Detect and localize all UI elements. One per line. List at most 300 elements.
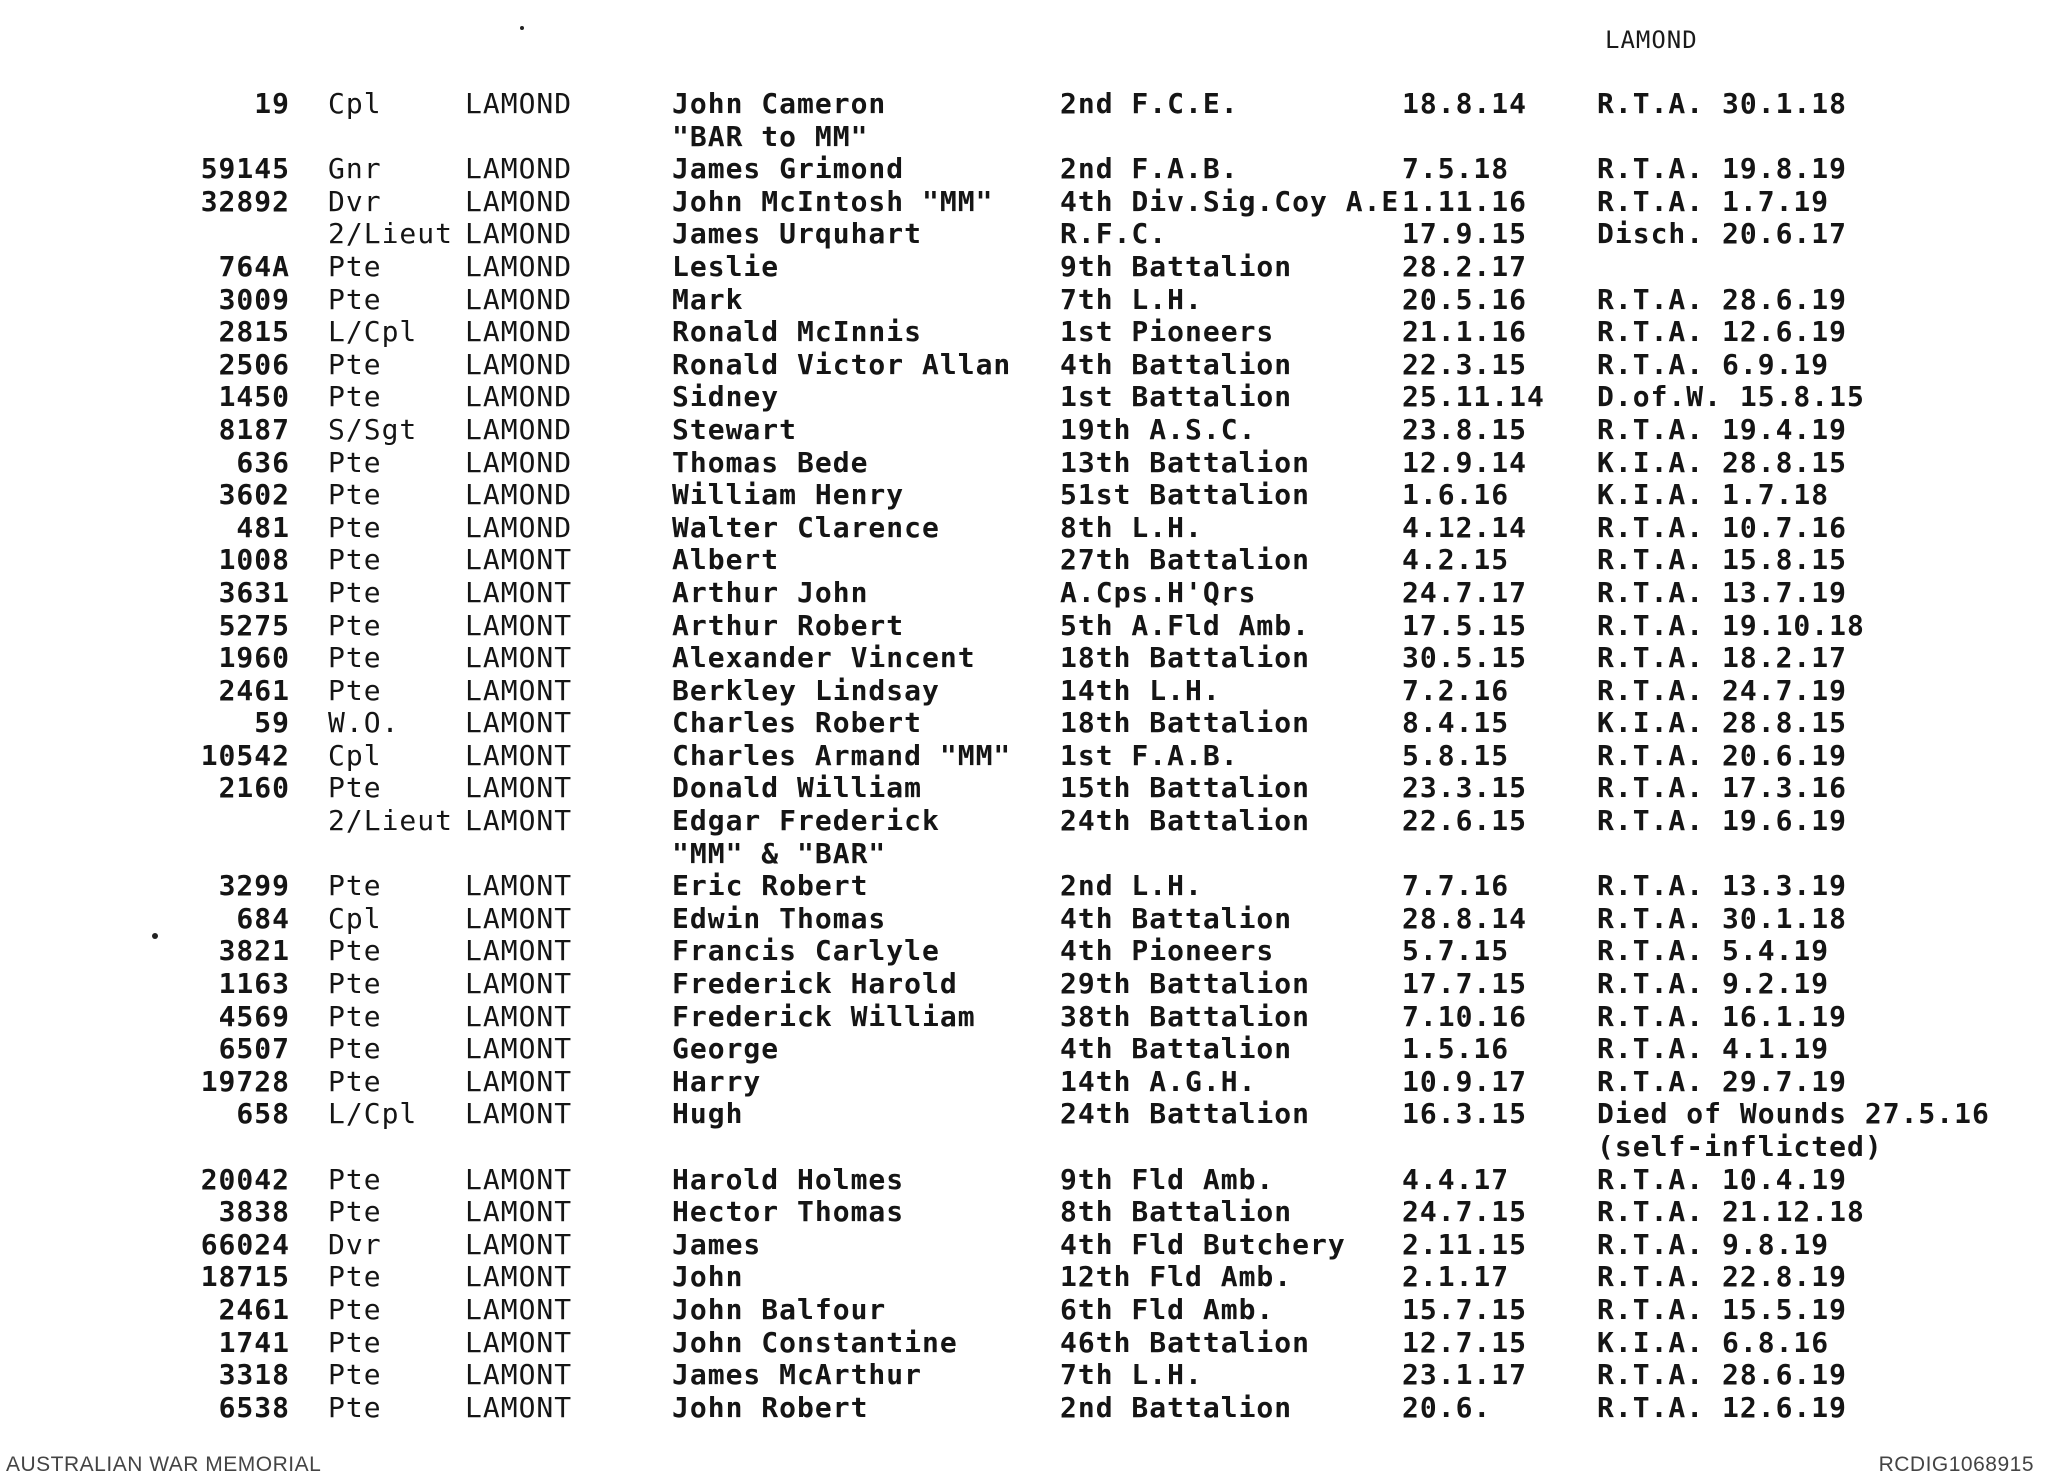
given-names: John xyxy=(672,1260,744,1294)
service-number: 1960 xyxy=(218,641,290,675)
given-names: Thomas Bede xyxy=(672,445,869,479)
unit: 4th Fld Butchery xyxy=(1060,1227,1346,1261)
rank: L/Cpl xyxy=(328,1097,418,1131)
surname: LAMONT xyxy=(465,1390,573,1424)
surname: LAMONT xyxy=(465,1358,573,1392)
enlistment-date: 7.10.16 xyxy=(1402,999,1528,1033)
fate: R.T.A. 19.10.18 xyxy=(1597,608,1865,642)
surname: LAMOND xyxy=(465,315,573,349)
fate: R.T.A. 30.1.18 xyxy=(1597,901,1848,935)
unit: 51st Battalion xyxy=(1060,478,1311,512)
surname: LAMONT xyxy=(465,967,573,1001)
unit: A.Cps.H'Qrs xyxy=(1060,575,1257,609)
service-number: 1008 xyxy=(218,543,290,577)
fate: K.I.A. 1.7.18 xyxy=(1597,478,1830,512)
given-names: John Balfour xyxy=(672,1292,887,1326)
rank: Pte xyxy=(328,1292,382,1326)
given-names: Ronald McInnis xyxy=(672,315,923,349)
service-number: 3631 xyxy=(218,575,290,609)
roll-row xyxy=(0,1033,2048,1066)
unit: 18th Battalion xyxy=(1060,706,1311,740)
unit: 46th Battalion xyxy=(1060,1325,1311,1359)
given-names: James Grimond xyxy=(672,152,905,186)
fate: R.T.A. 19.4.19 xyxy=(1597,412,1848,446)
enlistment-date: 4.12.14 xyxy=(1402,510,1528,544)
unit: 4th Div.Sig.Coy A.E xyxy=(1060,184,1400,218)
unit: 4th Battalion xyxy=(1060,901,1293,935)
fate: R.T.A. 19.8.19 xyxy=(1597,152,1848,186)
given-names: Alexander Vincent xyxy=(672,641,976,675)
enlistment-date: 16.3.15 xyxy=(1402,1097,1528,1131)
roll-row xyxy=(0,772,2048,805)
fate: R.T.A. 16.1.19 xyxy=(1597,999,1848,1033)
unit: 2nd F.A.B. xyxy=(1060,152,1239,186)
surname: LAMOND xyxy=(465,249,573,283)
enlistment-date: 10.9.17 xyxy=(1402,1064,1528,1098)
given-names: Mark xyxy=(672,282,744,316)
enlistment-date: 22.3.15 xyxy=(1402,347,1528,381)
given-names: John Constantine xyxy=(672,1325,958,1359)
service-number: 3602 xyxy=(218,478,290,512)
surname: LAMOND xyxy=(465,184,573,218)
given-names: Edgar Frederick xyxy=(672,804,940,838)
given-names: Frederick Harold xyxy=(672,967,958,1001)
service-number: 5275 xyxy=(218,608,290,642)
enlistment-date: 25.11.14 xyxy=(1402,380,1545,414)
surname: LAMOND xyxy=(465,478,573,512)
enlistment-date: 4.2.15 xyxy=(1402,543,1510,577)
unit: 1st Pioneers xyxy=(1060,315,1275,349)
rank: L/Cpl xyxy=(328,315,418,349)
service-number: 3821 xyxy=(218,934,290,968)
enlistment-date: 1.5.16 xyxy=(1402,1032,1510,1066)
surname: LAMONT xyxy=(465,804,573,838)
fate: R.T.A. 28.6.19 xyxy=(1597,282,1848,316)
given-names: George xyxy=(672,1032,780,1066)
roll-row xyxy=(0,414,2048,447)
enlistment-date: 12.7.15 xyxy=(1402,1325,1528,1359)
enlistment-date: 24.7.17 xyxy=(1402,575,1528,609)
enlistment-date: 20.5.16 xyxy=(1402,282,1528,316)
service-number: 2506 xyxy=(218,347,290,381)
unit: 2nd L.H. xyxy=(1060,869,1203,903)
roll-row xyxy=(0,349,2048,382)
rank: Pte xyxy=(328,1162,382,1196)
enlistment-date: 23.8.15 xyxy=(1402,412,1528,446)
unit: 1st Battalion xyxy=(1060,380,1293,414)
service-number: 18715 xyxy=(200,1260,290,1294)
archive-credit: AUSTRALIAN WAR MEMORIAL xyxy=(6,1453,322,1476)
fate: R.T.A. 12.6.19 xyxy=(1597,1390,1848,1424)
roll-row xyxy=(0,1261,2048,1294)
roll-row xyxy=(0,447,2048,480)
rank: Dvr xyxy=(328,184,382,218)
surname: LAMOND xyxy=(465,347,573,381)
rank: Pte xyxy=(328,543,382,577)
rank: Pte xyxy=(328,478,382,512)
unit: 7th L.H. xyxy=(1060,1358,1203,1392)
enlistment-date: 7.2.16 xyxy=(1402,673,1510,707)
rank: Cpl xyxy=(328,738,382,772)
unit: 24th Battalion xyxy=(1060,804,1311,838)
unit: 9th Battalion xyxy=(1060,249,1293,283)
unit: 2nd Battalion xyxy=(1060,1390,1293,1424)
given-names: Sidney xyxy=(672,380,780,414)
service-number: 59 xyxy=(254,706,290,740)
service-number: 1163 xyxy=(218,967,290,1001)
roll-row xyxy=(0,1164,2048,1197)
surname: LAMONT xyxy=(465,1064,573,1098)
unit: 14th L.H. xyxy=(1060,673,1221,707)
fate: R.T.A. 1.7.19 xyxy=(1597,184,1830,218)
service-number: 684 xyxy=(236,901,290,935)
enlistment-date: 22.6.15 xyxy=(1402,804,1528,838)
surname: LAMONT xyxy=(465,1195,573,1229)
service-number: 636 xyxy=(236,445,290,479)
fate: R.T.A. 9.2.19 xyxy=(1597,967,1830,1001)
enlistment-date: 20.6. xyxy=(1402,1390,1492,1424)
roll-row xyxy=(0,1001,2048,1034)
enlistment-date: 8.4.15 xyxy=(1402,706,1510,740)
roll-row xyxy=(0,1066,2048,1099)
enlistment-date: 28.2.17 xyxy=(1402,249,1528,283)
given-names: Charles Armand "MM" xyxy=(672,738,1012,772)
given-names: Walter Clarence xyxy=(672,510,940,544)
surname: LAMOND xyxy=(465,380,573,414)
rank: Pte xyxy=(328,869,382,903)
enlistment-date: 5.7.15 xyxy=(1402,934,1510,968)
enlistment-date: 2.1.17 xyxy=(1402,1260,1510,1294)
enlistment-date: 17.7.15 xyxy=(1402,967,1528,1001)
fate: R.T.A. 10.7.16 xyxy=(1597,510,1848,544)
rank: Pte xyxy=(328,771,382,805)
service-number: 481 xyxy=(236,510,290,544)
surname: LAMONT xyxy=(465,706,573,740)
enlistment-date: 1.11.16 xyxy=(1402,184,1528,218)
unit: 2nd F.C.E. xyxy=(1060,87,1239,120)
roll-row xyxy=(0,1392,2048,1425)
service-number: 1450 xyxy=(218,380,290,414)
roll-row xyxy=(0,121,2048,154)
given-names: Harold Holmes xyxy=(672,1162,905,1196)
rank: Pte xyxy=(328,510,382,544)
given-names: Arthur John xyxy=(672,575,869,609)
service-number: 2815 xyxy=(218,315,290,349)
unit: 29th Battalion xyxy=(1060,967,1311,1001)
unit: 14th A.G.H. xyxy=(1060,1064,1257,1098)
surname: LAMONT xyxy=(465,901,573,935)
roll-row xyxy=(0,740,2048,773)
enlistment-date: 7.5.18 xyxy=(1402,152,1510,186)
fate: K.I.A. 6.8.16 xyxy=(1597,1325,1830,1359)
enlistment-date: 17.9.15 xyxy=(1402,217,1528,251)
roll-row xyxy=(0,968,2048,1001)
surname: LAMONT xyxy=(465,575,573,609)
enlistment-date: 23.3.15 xyxy=(1402,771,1528,805)
rank: S/Sgt xyxy=(328,412,418,446)
fate: R.T.A. 30.1.18 xyxy=(1597,87,1848,120)
surname: LAMONT xyxy=(465,869,573,903)
rank: Cpl xyxy=(328,87,382,120)
surname: LAMONT xyxy=(465,738,573,772)
archive-reference: RCDIG1068915 xyxy=(1878,1453,2034,1476)
rank: Pte xyxy=(328,380,382,414)
unit: R.F.C. xyxy=(1060,217,1168,251)
roll-row xyxy=(0,153,2048,186)
service-number: 59145 xyxy=(200,152,290,186)
roll-row xyxy=(0,1131,2048,1164)
roll-row xyxy=(0,1359,2048,1392)
given-names: James xyxy=(672,1227,762,1261)
rank: Pte xyxy=(328,1260,382,1294)
roll-row xyxy=(0,284,2048,317)
given-names: Leslie xyxy=(672,249,780,283)
given-names: James McArthur xyxy=(672,1358,923,1392)
rank: Cpl xyxy=(328,901,382,935)
roll-row xyxy=(0,838,2048,871)
fate: R.T.A. 5.4.19 xyxy=(1597,934,1830,968)
given-names: William Henry xyxy=(672,478,905,512)
fate: R.T.A. 15.8.15 xyxy=(1597,543,1848,577)
service-number: 10542 xyxy=(200,738,290,772)
fate: R.T.A. 24.7.19 xyxy=(1597,673,1848,707)
service-number: 4569 xyxy=(218,999,290,1033)
rank: Pte xyxy=(328,1358,382,1392)
enlistment-date: 12.9.14 xyxy=(1402,445,1528,479)
service-number: 19 xyxy=(254,87,290,120)
given-names: Charles Robert xyxy=(672,706,923,740)
given-names: Donald William xyxy=(672,771,923,805)
fate: R.T.A. 29.7.19 xyxy=(1597,1064,1848,1098)
roll-row xyxy=(0,1327,2048,1360)
enlistment-date: 21.1.16 xyxy=(1402,315,1528,349)
fate: R.T.A. 10.4.19 xyxy=(1597,1162,1848,1196)
unit: 4th Battalion xyxy=(1060,347,1293,381)
given-names: Ronald Victor Allan xyxy=(672,347,1012,381)
surname: LAMONT xyxy=(465,1097,573,1131)
roll-row xyxy=(0,512,2048,545)
rank: Pte xyxy=(328,249,382,283)
unit: 38th Battalion xyxy=(1060,999,1311,1033)
unit: 5th A.Fld Amb. xyxy=(1060,608,1311,642)
surname: LAMONT xyxy=(465,1032,573,1066)
fate: R.T.A. 21.12.18 xyxy=(1597,1195,1865,1229)
given-names: Arthur Robert xyxy=(672,608,905,642)
given-names: James Urquhart xyxy=(672,217,923,251)
roll-row xyxy=(0,251,2048,284)
roll-row xyxy=(0,218,2048,251)
enlistment-date: 18.8.14 xyxy=(1402,87,1528,120)
given-names: John Cameron xyxy=(672,87,887,120)
roll-row xyxy=(0,805,2048,838)
surname: LAMONT xyxy=(465,1227,573,1261)
service-number: 66024 xyxy=(200,1227,290,1261)
rank: Pte xyxy=(328,673,382,707)
roll-row xyxy=(0,1098,2048,1131)
roll-row xyxy=(0,1196,2048,1229)
service-number: 2160 xyxy=(218,771,290,805)
roll-row xyxy=(0,381,2048,414)
rank: 2/Lieut xyxy=(328,804,454,838)
fate: Died of Wounds 27.5.16 xyxy=(1597,1097,1990,1131)
surname: LAMONT xyxy=(465,999,573,1033)
rank: Pte xyxy=(328,934,382,968)
rank: Pte xyxy=(328,608,382,642)
roll-row xyxy=(0,1294,2048,1327)
surname: LAMONT xyxy=(465,771,573,805)
service-number: 3838 xyxy=(218,1195,290,1229)
roll-row xyxy=(0,935,2048,968)
given-names: Albert xyxy=(672,543,780,577)
enlistment-date: 2.11.15 xyxy=(1402,1227,1528,1261)
fate: R.T.A. 13.3.19 xyxy=(1597,869,1848,903)
rank: Gnr xyxy=(328,152,382,186)
given-names: Eric Robert xyxy=(672,869,869,903)
rank: Pte xyxy=(328,1390,382,1424)
fate: R.T.A. 15.5.19 xyxy=(1597,1292,1848,1326)
fate: R.T.A. 4.1.19 xyxy=(1597,1032,1830,1066)
roll-row xyxy=(0,870,2048,903)
roll-row xyxy=(0,903,2048,936)
unit: 27th Battalion xyxy=(1060,543,1311,577)
fate: R.T.A. 22.8.19 xyxy=(1597,1260,1848,1294)
rank: W.O. xyxy=(328,706,400,740)
given-names: Francis Carlyle xyxy=(672,934,940,968)
fate: D.of.W. 15.8.15 xyxy=(1597,380,1865,414)
roll-row xyxy=(0,1229,2048,1262)
fate: K.I.A. 28.8.15 xyxy=(1597,445,1848,479)
given-names: Stewart xyxy=(672,412,798,446)
fate: R.T.A. 17.3.16 xyxy=(1597,771,1848,805)
surname: LAMOND xyxy=(465,87,573,120)
given-names: Frederick William xyxy=(672,999,976,1033)
rank: Pte xyxy=(328,999,382,1033)
unit: 19th A.S.C. xyxy=(1060,412,1257,446)
rank: Pte xyxy=(328,1195,382,1229)
fate: R.T.A. 6.9.19 xyxy=(1597,347,1830,381)
surname: LAMOND xyxy=(465,152,573,186)
unit: 4th Pioneers xyxy=(1060,934,1275,968)
given-names: "BAR to MM" xyxy=(672,119,869,153)
service-number: 32892 xyxy=(200,184,290,218)
given-names: Hugh xyxy=(672,1097,744,1131)
enlistment-date: 23.1.17 xyxy=(1402,1358,1528,1392)
unit: 9th Fld Amb. xyxy=(1060,1162,1275,1196)
enlistment-date: 1.6.16 xyxy=(1402,478,1510,512)
surname: LAMONT xyxy=(465,1292,573,1326)
enlistment-date: 7.7.16 xyxy=(1402,869,1510,903)
service-number: 8187 xyxy=(218,412,290,446)
fate: R.T.A. 18.2.17 xyxy=(1597,641,1848,675)
roll-row xyxy=(0,610,2048,643)
service-number: 2461 xyxy=(218,673,290,707)
service-number: 6538 xyxy=(218,1390,290,1424)
service-number: 764A xyxy=(218,249,290,283)
rank: Pte xyxy=(328,282,382,316)
roll-row xyxy=(0,186,2048,219)
unit: 7th L.H. xyxy=(1060,282,1203,316)
fate: K.I.A. 28.8.15 xyxy=(1597,706,1848,740)
unit: 1st F.A.B. xyxy=(1060,738,1239,772)
unit: 13th Battalion xyxy=(1060,445,1311,479)
rank: Pte xyxy=(328,1032,382,1066)
fate: R.T.A. 13.7.19 xyxy=(1597,575,1848,609)
enlistment-date: 28.8.14 xyxy=(1402,901,1528,935)
service-number: 6507 xyxy=(218,1032,290,1066)
roll-row xyxy=(0,577,2048,610)
given-names: Harry xyxy=(672,1064,762,1098)
unit: 15th Battalion xyxy=(1060,771,1311,805)
rank: Pte xyxy=(328,1064,382,1098)
enlistment-date: 15.7.15 xyxy=(1402,1292,1528,1326)
page-surname-heading: LAMOND xyxy=(1605,26,1698,54)
rank: Pte xyxy=(328,575,382,609)
given-names: "MM" & "BAR" xyxy=(672,836,887,870)
service-number: 3299 xyxy=(218,869,290,903)
rank: Pte xyxy=(328,1325,382,1359)
service-number: 3318 xyxy=(218,1358,290,1392)
fate: (self-inflicted) xyxy=(1597,1130,1883,1163)
fate: R.T.A. 12.6.19 xyxy=(1597,315,1848,349)
fate: R.T.A. 19.6.19 xyxy=(1597,804,1848,838)
fate: R.T.A. 28.6.19 xyxy=(1597,1358,1848,1392)
service-number: 19728 xyxy=(200,1064,290,1098)
unit: 8th Battalion xyxy=(1060,1195,1293,1229)
surname: LAMONT xyxy=(465,1162,573,1196)
roll-row xyxy=(0,544,2048,577)
service-number: 1741 xyxy=(218,1325,290,1359)
service-number: 20042 xyxy=(200,1162,290,1196)
surname: LAMONT xyxy=(465,934,573,968)
surname: LAMONT xyxy=(465,1260,573,1294)
enlistment-date: 24.7.15 xyxy=(1402,1195,1528,1229)
enlistment-date: 17.5.15 xyxy=(1402,608,1528,642)
roll-row xyxy=(0,479,2048,512)
unit: 18th Battalion xyxy=(1060,641,1311,675)
rank: Pte xyxy=(328,641,382,675)
given-names: Berkley Lindsay xyxy=(672,673,940,707)
given-names: John Robert xyxy=(672,1390,869,1424)
rank: 2/Lieut xyxy=(328,217,454,251)
roll-row xyxy=(0,88,2048,121)
given-names: John McIntosh "MM" xyxy=(672,184,994,218)
surname: LAMONT xyxy=(465,608,573,642)
roll-row xyxy=(0,642,2048,675)
surname: LAMONT xyxy=(465,673,573,707)
surname: LAMOND xyxy=(465,282,573,316)
unit: 24th Battalion xyxy=(1060,1097,1311,1131)
unit: 8th L.H. xyxy=(1060,510,1203,544)
rank: Pte xyxy=(328,347,382,381)
fate: Disch. 20.6.17 xyxy=(1597,217,1848,251)
rank: Dvr xyxy=(328,1227,382,1261)
roll-table xyxy=(0,88,2048,1424)
surname: LAMOND xyxy=(465,412,573,446)
roll-row xyxy=(0,316,2048,349)
service-number: 3009 xyxy=(218,282,290,316)
surname: LAMOND xyxy=(465,510,573,544)
rank: Pte xyxy=(328,967,382,1001)
unit: 4th Battalion xyxy=(1060,1032,1293,1066)
surname: LAMOND xyxy=(465,217,573,251)
surname: LAMOND xyxy=(465,445,573,479)
unit: 12th Fld Amb. xyxy=(1060,1260,1293,1294)
surname: LAMONT xyxy=(465,641,573,675)
enlistment-date: 4.4.17 xyxy=(1402,1162,1510,1196)
fate: R.T.A. 9.8.19 xyxy=(1597,1227,1830,1261)
service-number: 658 xyxy=(236,1097,290,1131)
roll-row xyxy=(0,675,2048,708)
